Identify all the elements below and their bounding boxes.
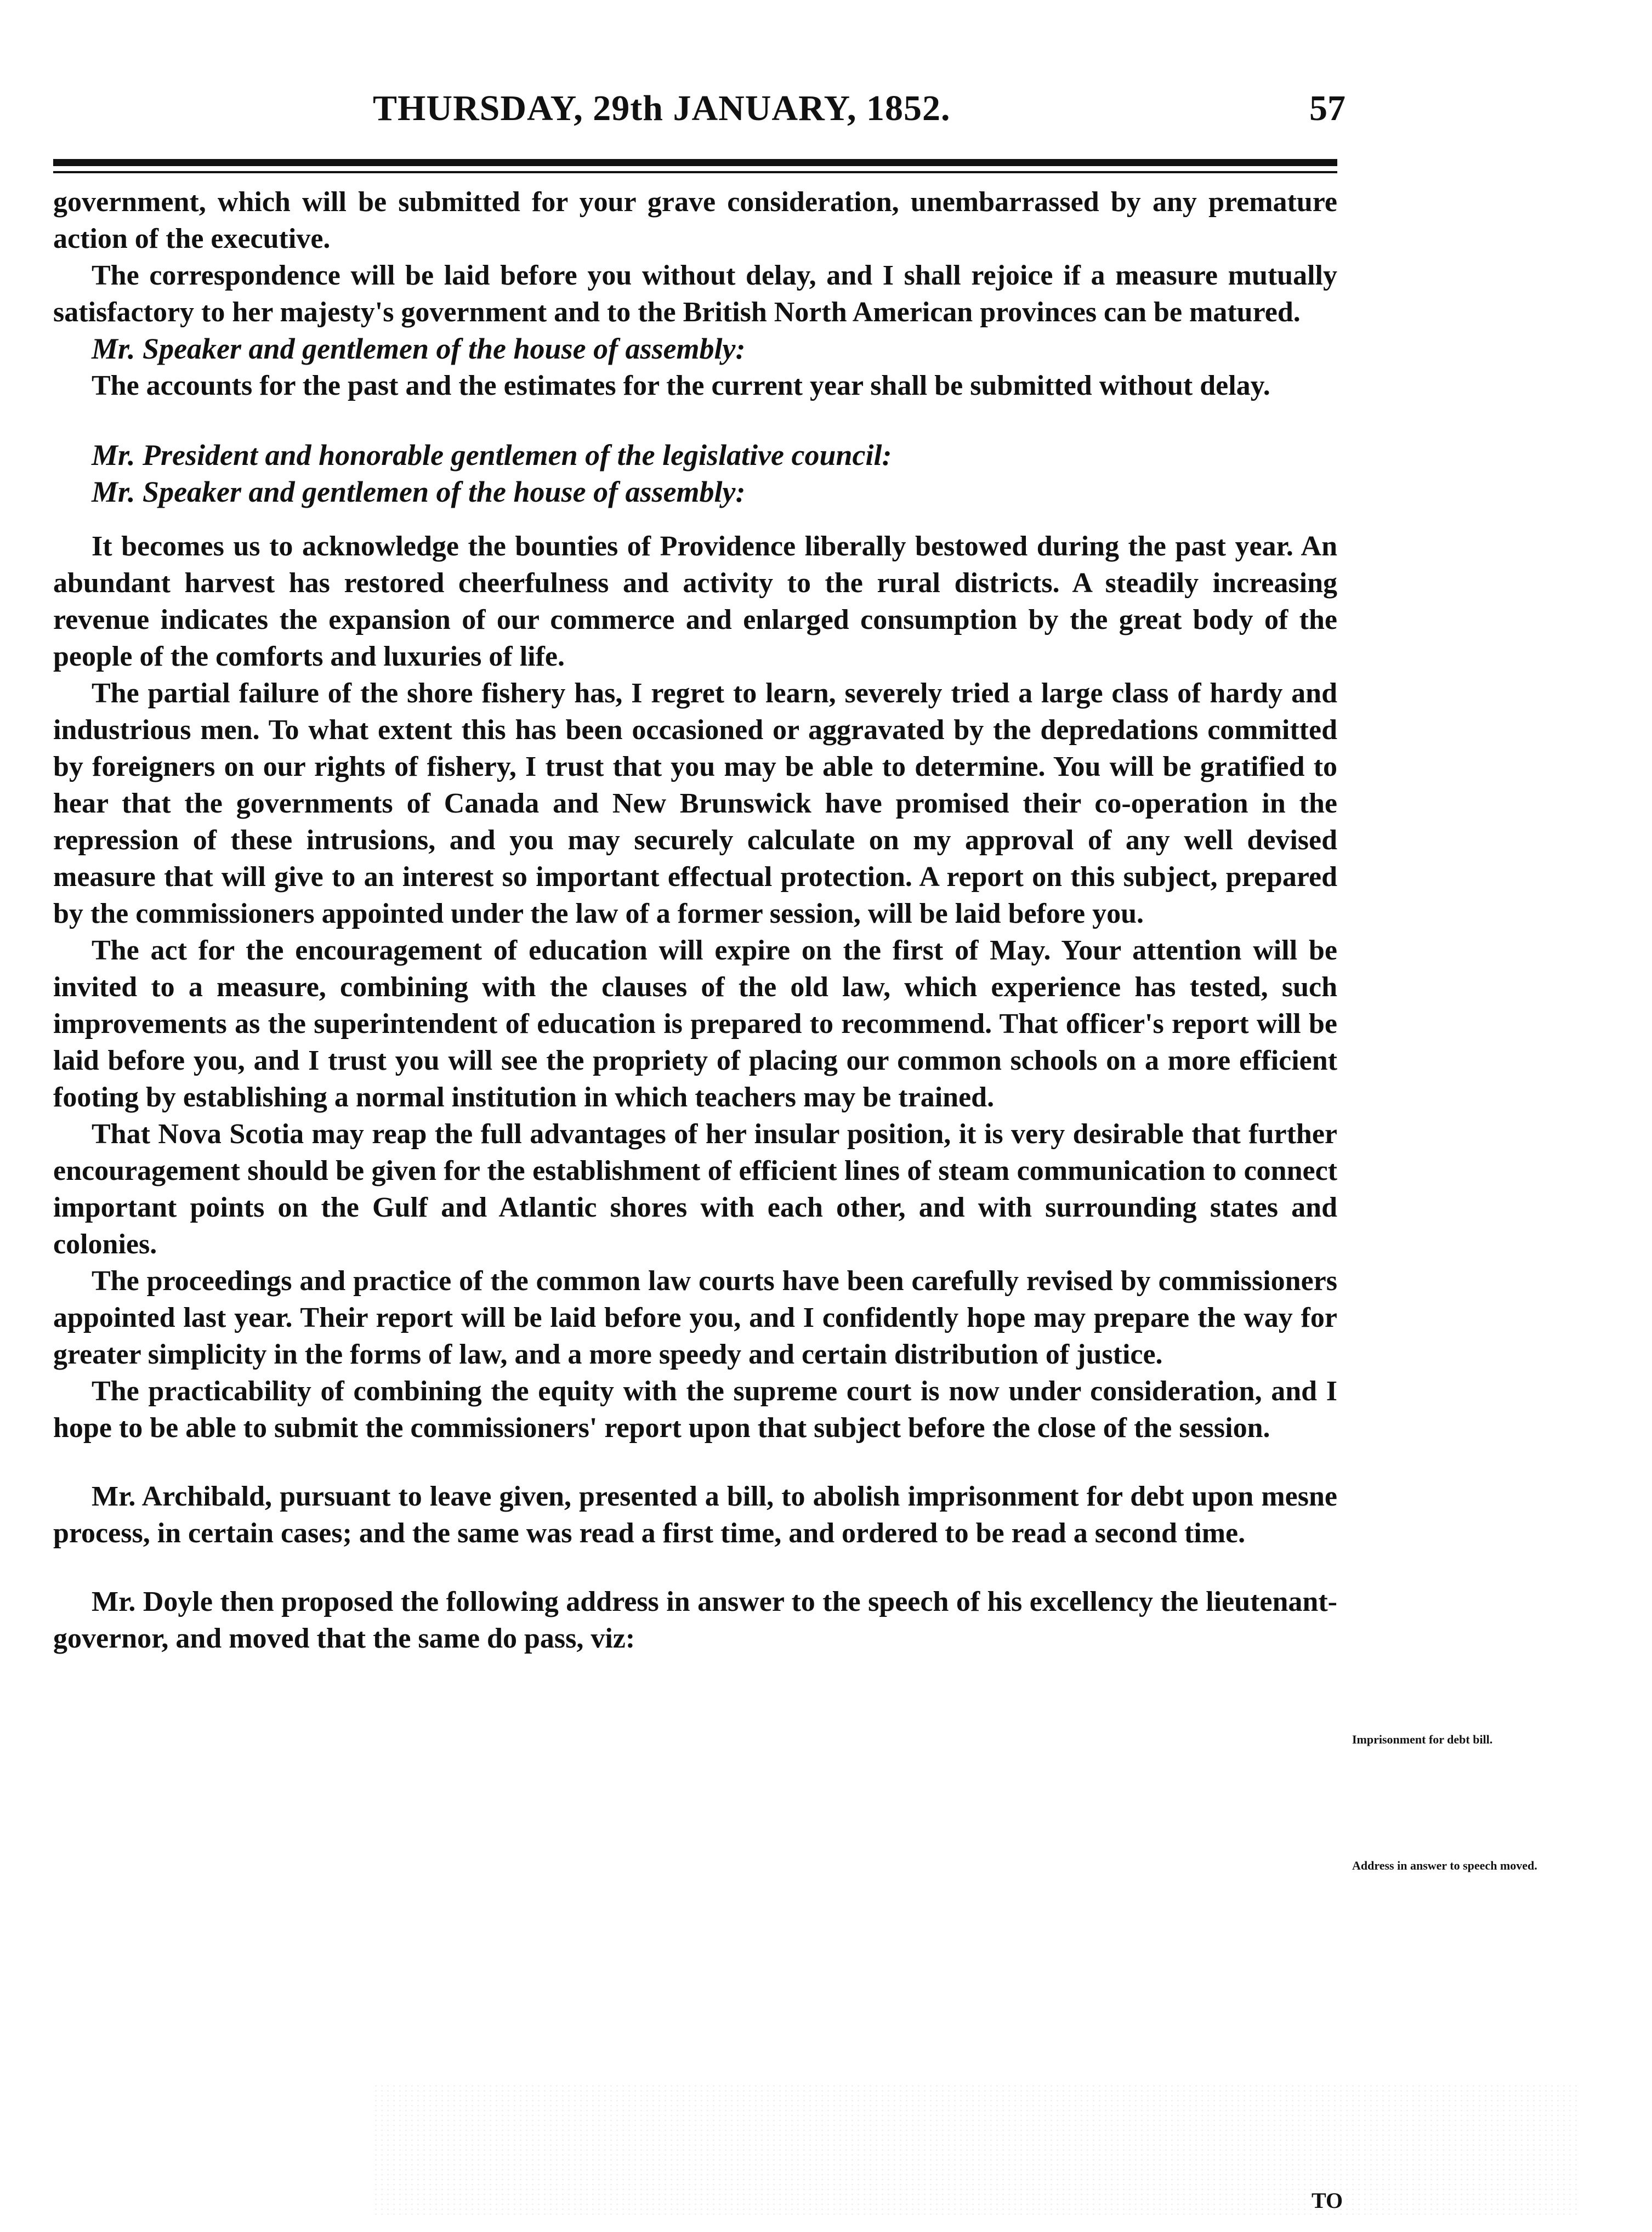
salutation-assembly: Mr. Speaker and gentlemen of the house of assembly: — [92, 332, 746, 365]
page-header — [0, 88, 1652, 137]
paragraph: government, which will be submitted for your grave consideration, unembarrassed by any premature action of the executive. — [53, 186, 1337, 254]
paragraph: The proceedings and practice of the common law courts have been carefully revised by commissioners appointed last year. Their report will be laid before you, and I confidently hope may prepare the way for greater simplicity in the forms of law, and a more speedy and certain distribution of justice. — [53, 1265, 1337, 1370]
paragraph: The act for the encouragement of education will expire on the first of May. Your attention will be invited to a measure, combining with the clauses of the old law, which experience has tested, such improvements as the superintendent of education is prepared to recommend. That officer's report will be laid before you, and I trust you will see the propriety of placing our common schools on a more efficient footing by establishing a normal institution in which teachers may be trained. — [53, 935, 1337, 1113]
paragraph: The accounts for the past and the estimates for the current year shall be submitted without delay. — [92, 370, 1270, 401]
paragraph: That Nova Scotia may reap the full advantages of her insular position, it is very desirable that further encouragement should be given for the establishment of efficient lines of steam communication to connect important points on the Gulf and Atlantic shores with each other, and with surrounding states and colonies. — [53, 1118, 1337, 1260]
salutation-council: Mr. President and honorable gentlemen of the legislative council: — [92, 439, 892, 472]
paragraph: Mr. Doyle then proposed the following address in answer to the speech of his excellency the lieutenant-governor, and moved that the same do pass, viz: — [53, 1586, 1337, 1654]
paragraph: The correspondence will be laid before you without delay, and I shall rejoice if a measure mutually satisfactory to her majesty's government and to the British North American provinces can be matured. — [53, 260, 1337, 328]
header-rule-thick — [53, 159, 1337, 166]
paragraph: It becomes us to acknowledge the bounties of Providence liberally bestowed during the past year. An abundant harvest has restored cheerfulness and activity to the rural districts. A steadily increasing revenue indicates the expansion of our commerce and enlarged consumption by the great body of the people of the comforts and luxuries of life. — [53, 531, 1337, 672]
scan-noise — [373, 2083, 1579, 2215]
paragraph: The partial failure of the shore fishery has, I regret to learn, severely tried a large class of hardy and industrious men. To what extent this has been occasioned or aggravated by the depredations committed by foreigners on our rights of fishery, I trust that you may be able to determine. You will be gratified to hear that the governments of Canada and New Brunswick have promised their co-operation in the repression of these intrusions, and you may securely calculate on my approval of any well devised measure that will give to an interest so important effectual protection. A report on this subject, prepared by the commissioners appointed under the law of a former session, will be laid before you. — [53, 678, 1337, 929]
paragraph: Mr. Archibald, pursuant to leave given, presented a bill, to abolish imprisonment for debt upon mesne process, in certain cases; and the same was read a first time, and ordered to be read a second time. — [53, 1481, 1337, 1549]
salutation-assembly: Mr. Speaker and gentlemen of the house of assembly: — [92, 475, 746, 508]
catchword: TO — [1312, 2188, 1343, 2213]
margin-note-address: Address in answer to speech moved. — [1352, 1859, 1537, 1872]
body-text — [53, 184, 1337, 1657]
page-number: 57 — [1309, 88, 1346, 128]
paragraph: The practicability of combining the equity with the supreme court is now under consideration, and I hope to be able to submit the commissioners' report upon that subject before the close of the session. — [53, 1376, 1337, 1444]
header-rule-thin — [53, 171, 1337, 173]
page-title: THURSDAY, 29th JANUARY, 1852. — [373, 88, 951, 128]
margin-note-imprisonment: Imprisonment for debt bill. — [1352, 1733, 1493, 1746]
